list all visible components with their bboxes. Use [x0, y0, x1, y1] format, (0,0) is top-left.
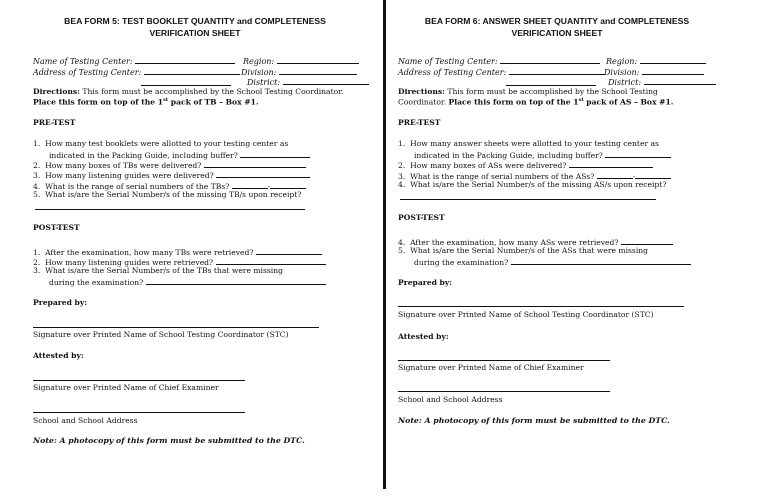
school-address-field[interactable]	[398, 391, 610, 392]
tb-boxes-field[interactable]	[204, 159, 306, 168]
division-field[interactable]	[279, 66, 357, 75]
directions: Directions: This form must be accomplished by the School Testing	[398, 87, 658, 96]
footer-note: Note: A photocopy of this form must be submitted to the DTC.	[398, 416, 670, 425]
as-boxes-field[interactable]	[569, 159, 653, 168]
district-label: District:	[608, 78, 642, 87]
directions: Directions: This form must be accomplished by the School Testing Coordinator.	[33, 87, 344, 96]
serial-range-to-field[interactable]	[270, 180, 306, 189]
pre-item-1-cont: indicated in the Packing Guide, including buffer?	[49, 149, 310, 160]
form-title: BEA FORM 6: ANSWER SHEET QUANTITY and COMPLETENESS VERIFICATION SHEET	[424, 16, 690, 38]
serial-range-from-field[interactable]	[232, 180, 268, 189]
district-field[interactable]	[644, 76, 716, 85]
pre-item-2: 2. How many boxes of ASs were delivered?	[398, 159, 653, 170]
attested-by-label: Attested by:	[33, 351, 84, 360]
post-item-2: 2. How many listening guides were retrieved?	[33, 256, 326, 267]
name-label: Name of Testing Center:	[398, 57, 498, 66]
region-label: Region:	[243, 57, 275, 66]
district-label: District:	[247, 78, 281, 87]
pre-item-5: 5. What is/are the Serial Number/s of the missing TB/s upon receipt?	[33, 190, 302, 199]
pretest-heading: PRE-TEST	[398, 118, 441, 127]
ce-signature-caption: Signature over Printed Name of Chief Examiner	[33, 383, 219, 392]
address-field-line2[interactable]	[506, 77, 596, 86]
address-field-line2[interactable]	[141, 77, 231, 86]
stc-signature-caption: Signature over Printed Name of School Testing Coordinator (STC)	[398, 310, 654, 319]
post-item-1: 1. After the examination, how many TBs were retrieved?	[33, 246, 322, 257]
stc-signature-caption: Signature over Printed Name of School Testing Coordinator (STC)	[33, 330, 289, 339]
school-address-field[interactable]	[33, 412, 245, 413]
form-title: BEA FORM 5: TEST BOOKLET QUANTITY and COMPLETENESS VERIFICATION SHEET	[64, 16, 326, 38]
school-address-caption: School and School Address	[398, 395, 503, 404]
address-field[interactable]	[144, 66, 240, 75]
ce-signature-field[interactable]	[398, 360, 610, 361]
ce-signature-caption: Signature over Printed Name of Chief Examiner	[398, 363, 584, 372]
booklets-allotted-field[interactable]	[240, 149, 310, 158]
name-field[interactable]	[500, 55, 600, 64]
name-field[interactable]	[135, 55, 235, 64]
page-divider	[383, 0, 386, 489]
tbs-retrieved-field[interactable]	[256, 246, 322, 255]
post-item-3: 3. What is/are the Serial Number/s of the TBs that were missing	[33, 266, 283, 275]
pre-item-3: 3. What is the range of serial numbers of the ASs? -	[398, 170, 671, 181]
ce-signature-field[interactable]	[33, 380, 245, 381]
missing-tbs-exam-field[interactable]	[146, 276, 326, 285]
posttest-heading: POST-TEST	[33, 223, 80, 232]
post-item-2-cont: during the examination?	[414, 256, 691, 267]
region-label: Region:	[606, 57, 638, 66]
attested-by-label: Attested by:	[398, 332, 449, 341]
address-label: Address of Testing Center:	[398, 68, 507, 77]
region-field[interactable]	[640, 55, 706, 64]
prepared-by-label: Prepared by:	[398, 278, 453, 287]
pre-item-3: 3. How many listening guides were delivered?	[33, 169, 310, 180]
pre-item-4: 4. What is the range of serial numbers of the TBs? -	[33, 180, 306, 191]
posttest-heading: POST-TEST	[398, 213, 445, 222]
serial-range-from-field[interactable]	[597, 170, 633, 179]
address-field[interactable]	[509, 66, 605, 75]
region-field[interactable]	[277, 55, 359, 64]
pre-item-1: 1. How many test booklets were allotted to your testing center as	[33, 139, 289, 148]
division-label: Division:	[241, 68, 277, 77]
name-label: Name of Testing Center:	[33, 57, 133, 66]
guides-retrieved-field[interactable]	[216, 256, 326, 265]
missing-ass-exam-field[interactable]	[511, 256, 691, 265]
serial-range-to-field[interactable]	[635, 170, 671, 179]
post-item-3-cont: during the examination?	[49, 276, 326, 287]
pretest-heading: PRE-TEST	[33, 118, 76, 127]
division-field[interactable]	[642, 66, 704, 75]
post-item-2: 5. What is/are the Serial Number/s of the ASs that were missing	[398, 246, 648, 255]
pre-item-1: 1. How many answer sheets were allotted to your testing center as	[398, 139, 659, 148]
placement-instruction: Place this form on top of the 1st pack of TB – Box #1.	[33, 97, 259, 107]
sheets-allotted-field[interactable]	[605, 149, 671, 158]
listening-guides-field[interactable]	[216, 169, 310, 178]
placement-instruction: Coordinator. Place this form on top of the 1st pack of AS – Box #1.	[398, 97, 674, 107]
stc-signature-field[interactable]	[33, 327, 319, 328]
address-label: Address of Testing Center:	[33, 68, 142, 77]
prepared-by-label: Prepared by:	[33, 298, 88, 307]
post-item-1: 4. After the examination, how many ASs were retrieved?	[398, 236, 673, 247]
division-label: Division:	[604, 68, 640, 77]
footer-note: Note: A photocopy of this form must be submitted to the DTC.	[33, 436, 305, 445]
pre-item-2: 2. How many boxes of TBs were delivered?	[33, 159, 306, 170]
missing-as-field[interactable]	[400, 199, 656, 200]
pre-item-1-cont: indicated in the Packing Guide, including buffer?	[414, 149, 671, 160]
missing-tb-field[interactable]	[35, 209, 305, 210]
ass-retrieved-field[interactable]	[621, 236, 673, 245]
district-field[interactable]	[283, 76, 369, 85]
stc-signature-field[interactable]	[398, 306, 684, 307]
pre-item-4: 4. What is/are the Serial Number/s of the missing AS/s upon receipt?	[398, 180, 667, 189]
school-address-caption: School and School Address	[33, 416, 138, 425]
